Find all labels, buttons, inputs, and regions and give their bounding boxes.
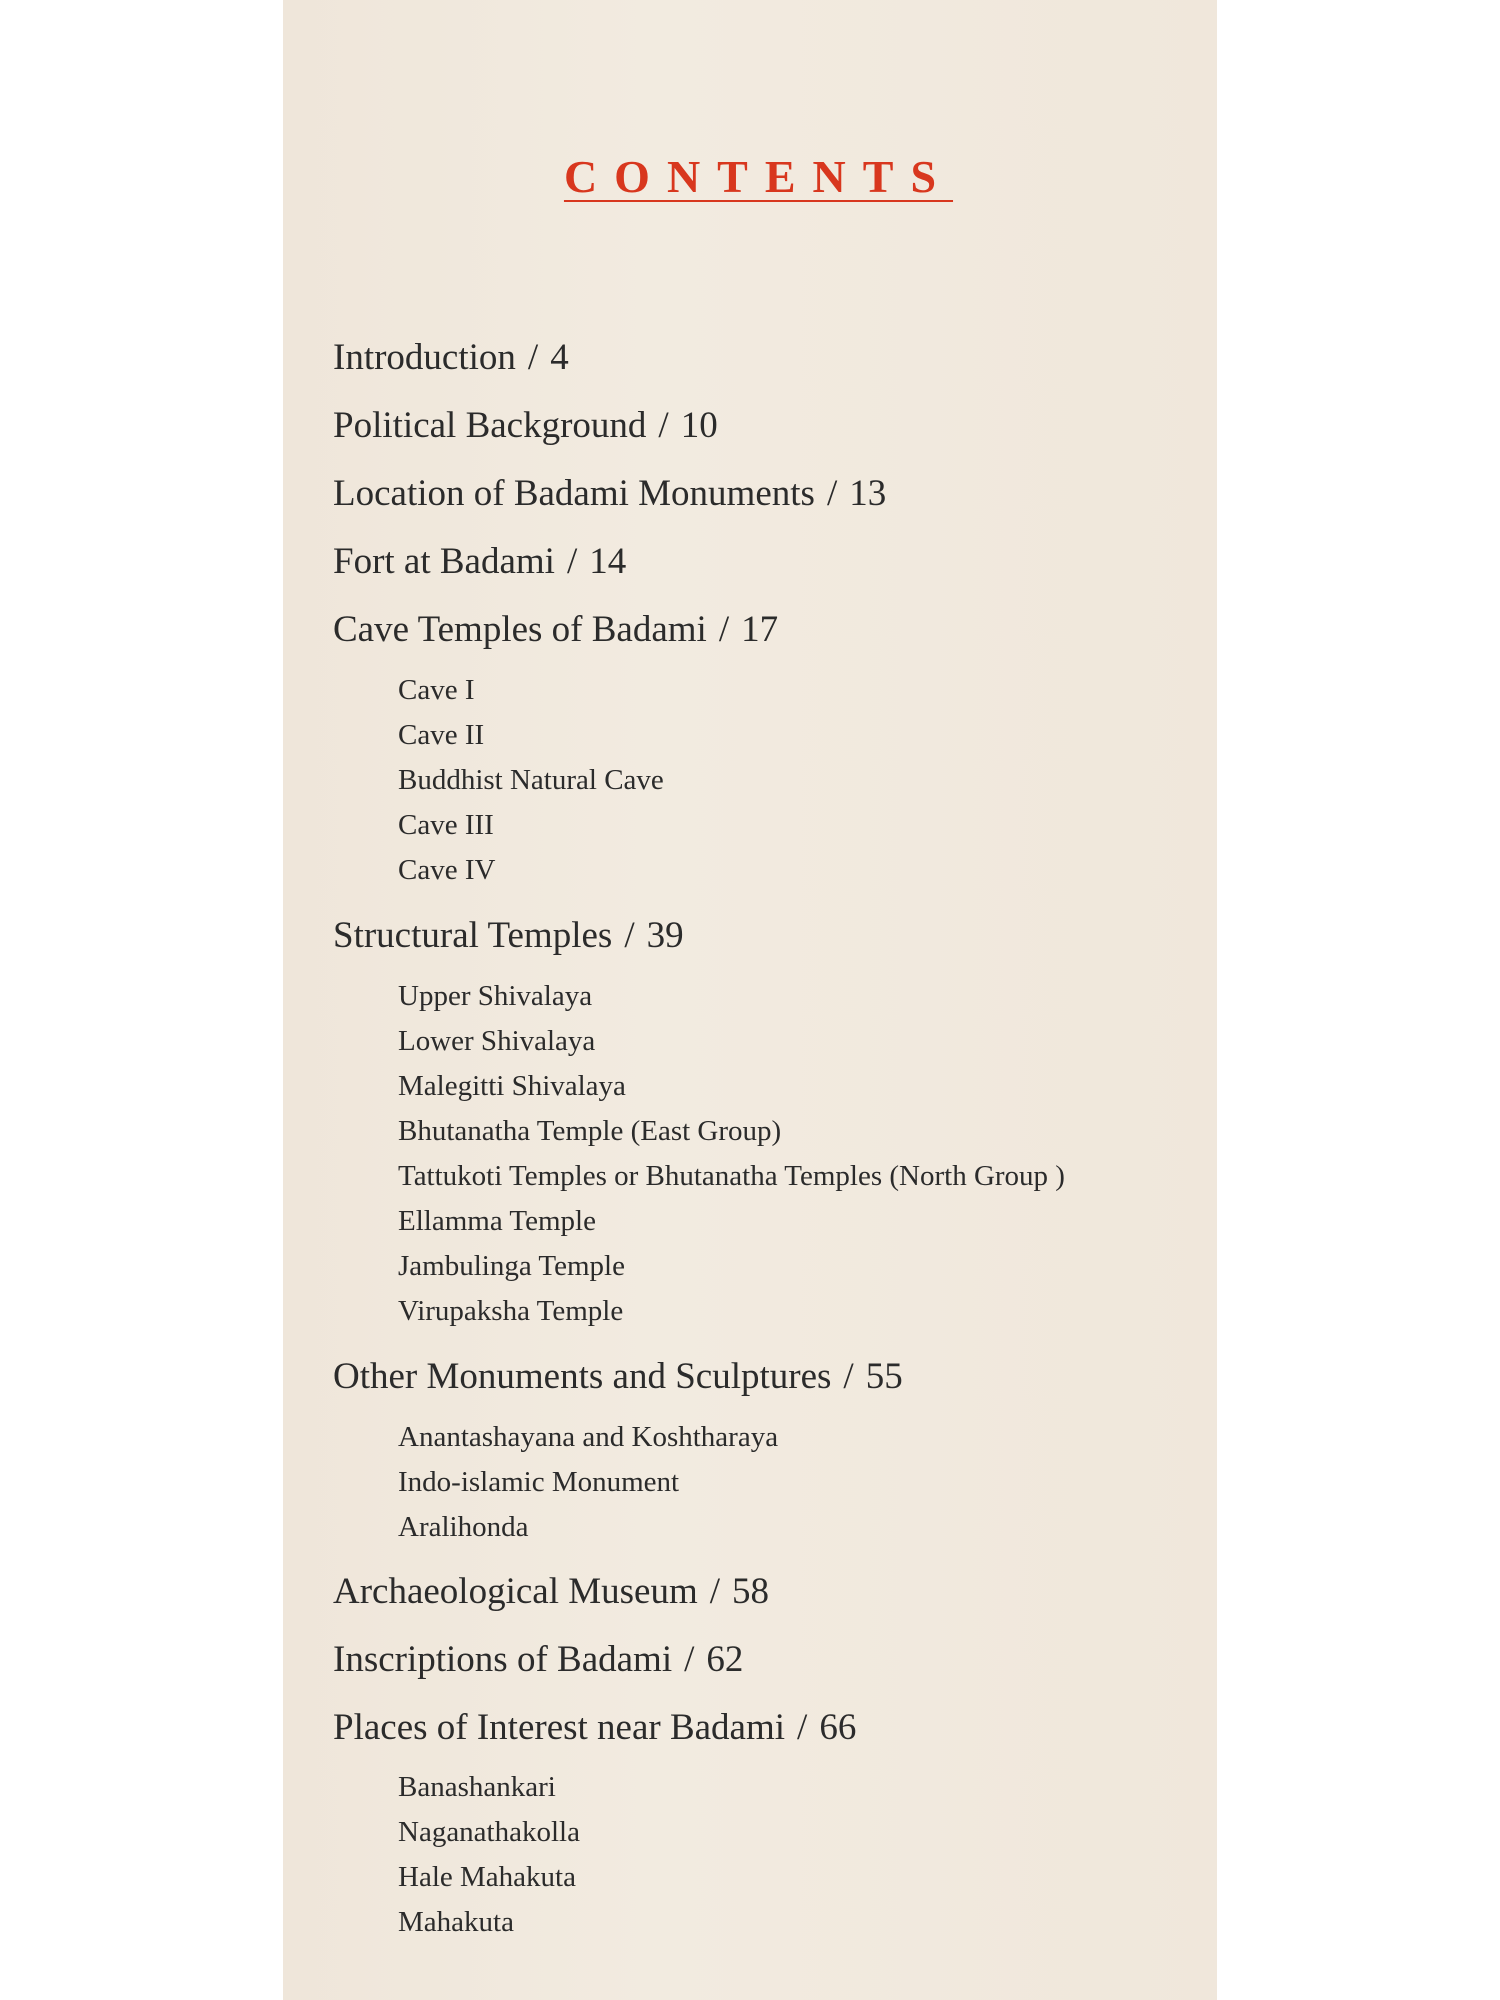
toc-entry-political-background[interactable]: Political Background / 10	[333, 405, 718, 446]
toc-subentry[interactable]: Cave II	[398, 719, 485, 751]
toc-subentry[interactable]: Buddhist Natural Cave	[398, 764, 664, 796]
toc-entry-page: 4	[550, 337, 569, 378]
toc-entry-other-monuments[interactable]: Other Monuments and Sculptures / 55	[333, 1356, 903, 1397]
toc-entry-title: Political Background	[333, 405, 647, 446]
toc-entry-museum[interactable]: Archaeological Museum / 58	[333, 1571, 770, 1612]
toc-subentry[interactable]: Anantashayana and Koshtharaya	[398, 1421, 779, 1453]
toc-entry-structural-temples[interactable]: Structural Temples / 39	[333, 915, 684, 956]
toc-entry-title: Archaeological Museum	[333, 1571, 698, 1612]
toc-entry-page: 66	[819, 1707, 857, 1748]
toc-subentry[interactable]: Naganathakolla	[398, 1816, 580, 1848]
toc-entry-places-of-interest[interactable]: Places of Interest near Badami / 66	[333, 1707, 857, 1748]
toc-subentry[interactable]: Ellamma Temple	[398, 1205, 596, 1237]
toc-entry-location[interactable]: Location of Badami Monuments / 13	[333, 473, 887, 514]
toc-subentry[interactable]: Mahakuta	[398, 1906, 514, 1938]
toc-subentry[interactable]: Tattukoti Temples or Bhutanatha Temples (North Group )	[398, 1160, 1065, 1192]
toc-entry-title: Other Monuments and Sculptures	[333, 1356, 832, 1397]
toc-entry-title: Introduction	[333, 337, 516, 378]
book-page	[283, 0, 1217, 2000]
toc-entry-page: 62	[706, 1639, 744, 1680]
toc-entry-page: 10	[680, 405, 718, 446]
toc-subentry[interactable]: Bhutanatha Temple (East Group)	[398, 1115, 782, 1147]
toc-entry-title: Inscriptions of Badami	[333, 1639, 673, 1680]
toc-entry-page: 55	[865, 1356, 903, 1397]
toc-subentry[interactable]: Banashankari	[398, 1771, 556, 1803]
toc-subentry[interactable]: Virupaksha Temple	[398, 1295, 624, 1327]
toc-subentry[interactable]: Cave III	[398, 809, 494, 841]
toc-entry-page: 14	[589, 541, 627, 582]
toc-entry-fort[interactable]: Fort at Badami / 14	[333, 541, 627, 582]
toc-entry-title: Cave Temples of Badami	[333, 609, 707, 650]
toc-entry-title: Location of Badami Monuments	[333, 473, 815, 514]
toc-entry-page: 13	[849, 473, 887, 514]
toc-entry-page: 17	[741, 609, 779, 650]
toc-entry-introduction[interactable]: Introduction / 4	[333, 337, 569, 378]
toc-subentry[interactable]: Indo-islamic Monument	[398, 1466, 680, 1498]
toc-entry-title: Fort at Badami	[333, 541, 555, 582]
toc-subentry[interactable]: Lower Shivalaya	[398, 1025, 596, 1057]
toc-subentry[interactable]: Aralihonda	[398, 1511, 529, 1543]
contents-heading-text: CONTENTS	[563, 151, 954, 202]
table-of-contents	[283, 0, 1217, 2000]
toc-entry-title: Structural Temples	[333, 915, 613, 956]
toc-subentry[interactable]: Cave I	[398, 674, 475, 706]
toc-entry-title: Places of Interest near Badami	[333, 1707, 786, 1748]
toc-entry-cave-temples[interactable]: Cave Temples of Badami / 17	[333, 609, 779, 650]
toc-subentry[interactable]: Cave IV	[398, 854, 496, 886]
toc-subentry[interactable]: Upper Shivalaya	[398, 980, 593, 1012]
toc-entry-page: 58	[732, 1571, 770, 1612]
toc-subentry[interactable]: Jambulinga Temple	[398, 1250, 625, 1282]
toc-entry-inscriptions[interactable]: Inscriptions of Badami / 62	[333, 1639, 744, 1680]
toc-subentry[interactable]: Hale Mahakuta	[398, 1861, 576, 1893]
toc-subentry[interactable]: Malegitti Shivalaya	[398, 1070, 626, 1102]
toc-entry-page: 39	[646, 915, 684, 956]
